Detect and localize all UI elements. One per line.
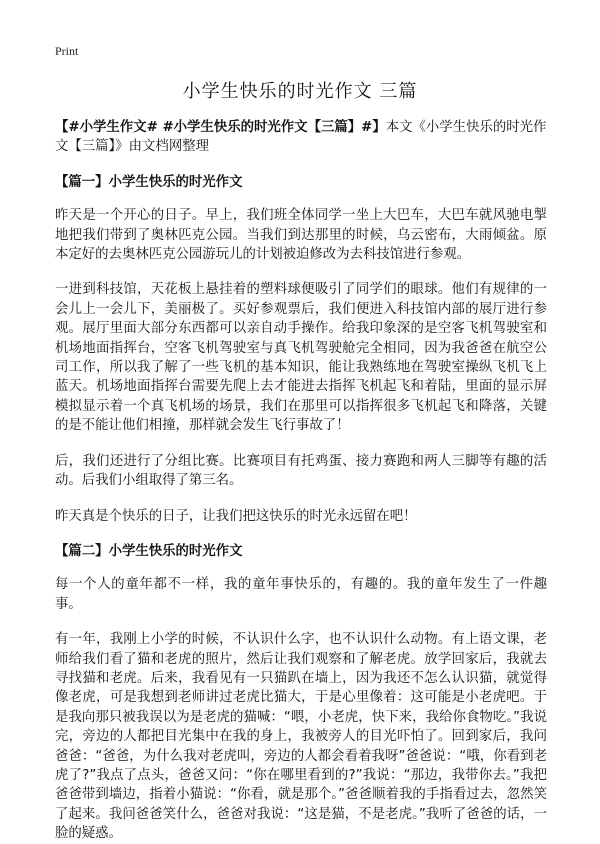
intro-source: 本文《小学生快乐的时光作文【三篇】》由文档网整理: [55, 120, 547, 155]
paragraph: 有一年，我刚上小学的时候，不认识什么字，也不认识什么动物。有上语文课，老师给我们看了猫和老虎的照片，然后让我们观察和了解老虎。放学回家后，我就去寻找猫和老虎。后来，我看见有一只猫趴在墙上，因为我还不怎么认识猫，就觉得像老虎，可是我想到老师讲过老虎比猫大，于是心里像着：这可能是小老虎吧。于是我向那只被我误以为是老虎的猫喊：“喂，小老虎，快下来，我给你食物吃。”我说完，旁边的人都把目光集中在我的身上，我被旁人的目光吓怕了。回到家后，我问爸爸：“爸爸，为什么我对老虎叫，旁边的人都会看着我呀”爸爸说：“哦，你看到老虎了?”我点了点头，爸爸又问：“你在哪里看到的?”我说：“那边，我带你去。”我把爸爸带到墙边，指着小猫说：“你看，就是那个。”爸爸顺着我的手指看过去，忽然笑了起来。我问爸爸笑什么，爸爸对我说：“这是猫，不是老虎。”我听了爸爸的话，一脸的疑惑。: [55, 632, 547, 842]
print-link[interactable]: Print: [55, 44, 79, 58]
intro-tags: 【#小学生作文# #小学生快乐的时光作文【三篇】#】: [55, 120, 386, 135]
paragraph: 一进到科技馆，天花板上悬挂着的塑料球便吸引了同学们的眼球。他们有规律的一会儿上一会儿下，美丽极了。买好参观票后，我们便进入科技馆内部的展厅进行参观。展厅里面大部分东西都可以亲自动手操作。给我印象深的是空客飞机驾驶室和机场地面指挥台，空客飞机驾驶室与真飞机驾驶舱完全相同，因为我爸爸在航空公司工作，所以我了解了一些飞机的基本知识，能让我熟练地在驾驶室操纵飞机飞上蓝天。机场地面指挥台需要先爬上去才能进去指挥飞机起飞和着陆，里面的显示屏模拟显示着一个真飞机场的场景，我们在那里可以指挥很多飞机起飞和降落，关键的是不能让他们相撞，那样就会发生飞行事故了！: [55, 282, 547, 434]
section-heading: 【篇一】小学生快乐的时光作文: [55, 174, 243, 190]
section-heading: 【篇二】小学生快乐的时光作文: [55, 543, 243, 559]
article-body: [55, 118, 547, 844]
paragraph: 昨天真是个快乐的日子，让我们把这快乐的时光永远留在吧！: [55, 508, 417, 524]
intro-line: [55, 118, 547, 157]
paragraph: 昨天是一个开心的日子。早上，我们班全体同学一坐上大巴车，大巴车就风驰电掣地把我们带到了奥林匹克公园。当我们到达那里的时候，乌云密布，大雨倾盆。原本定好的去奥林匹克公园游玩儿的计划被迫修改为去科技馆进行参观。: [55, 208, 547, 263]
paragraph: 每一个人的童年都不一样，我的童年事快乐的，有趣的。我的童年发生了一件趣事。: [55, 577, 547, 612]
paragraph: 后，我们还进行了分组比赛。比赛项目有托鸡蛋、接力赛跑和两人三脚等有趣的活动。后我们小组取得了第三名。: [55, 453, 547, 489]
page-title: 小学生快乐的时光作文 三篇: [182, 81, 418, 102]
